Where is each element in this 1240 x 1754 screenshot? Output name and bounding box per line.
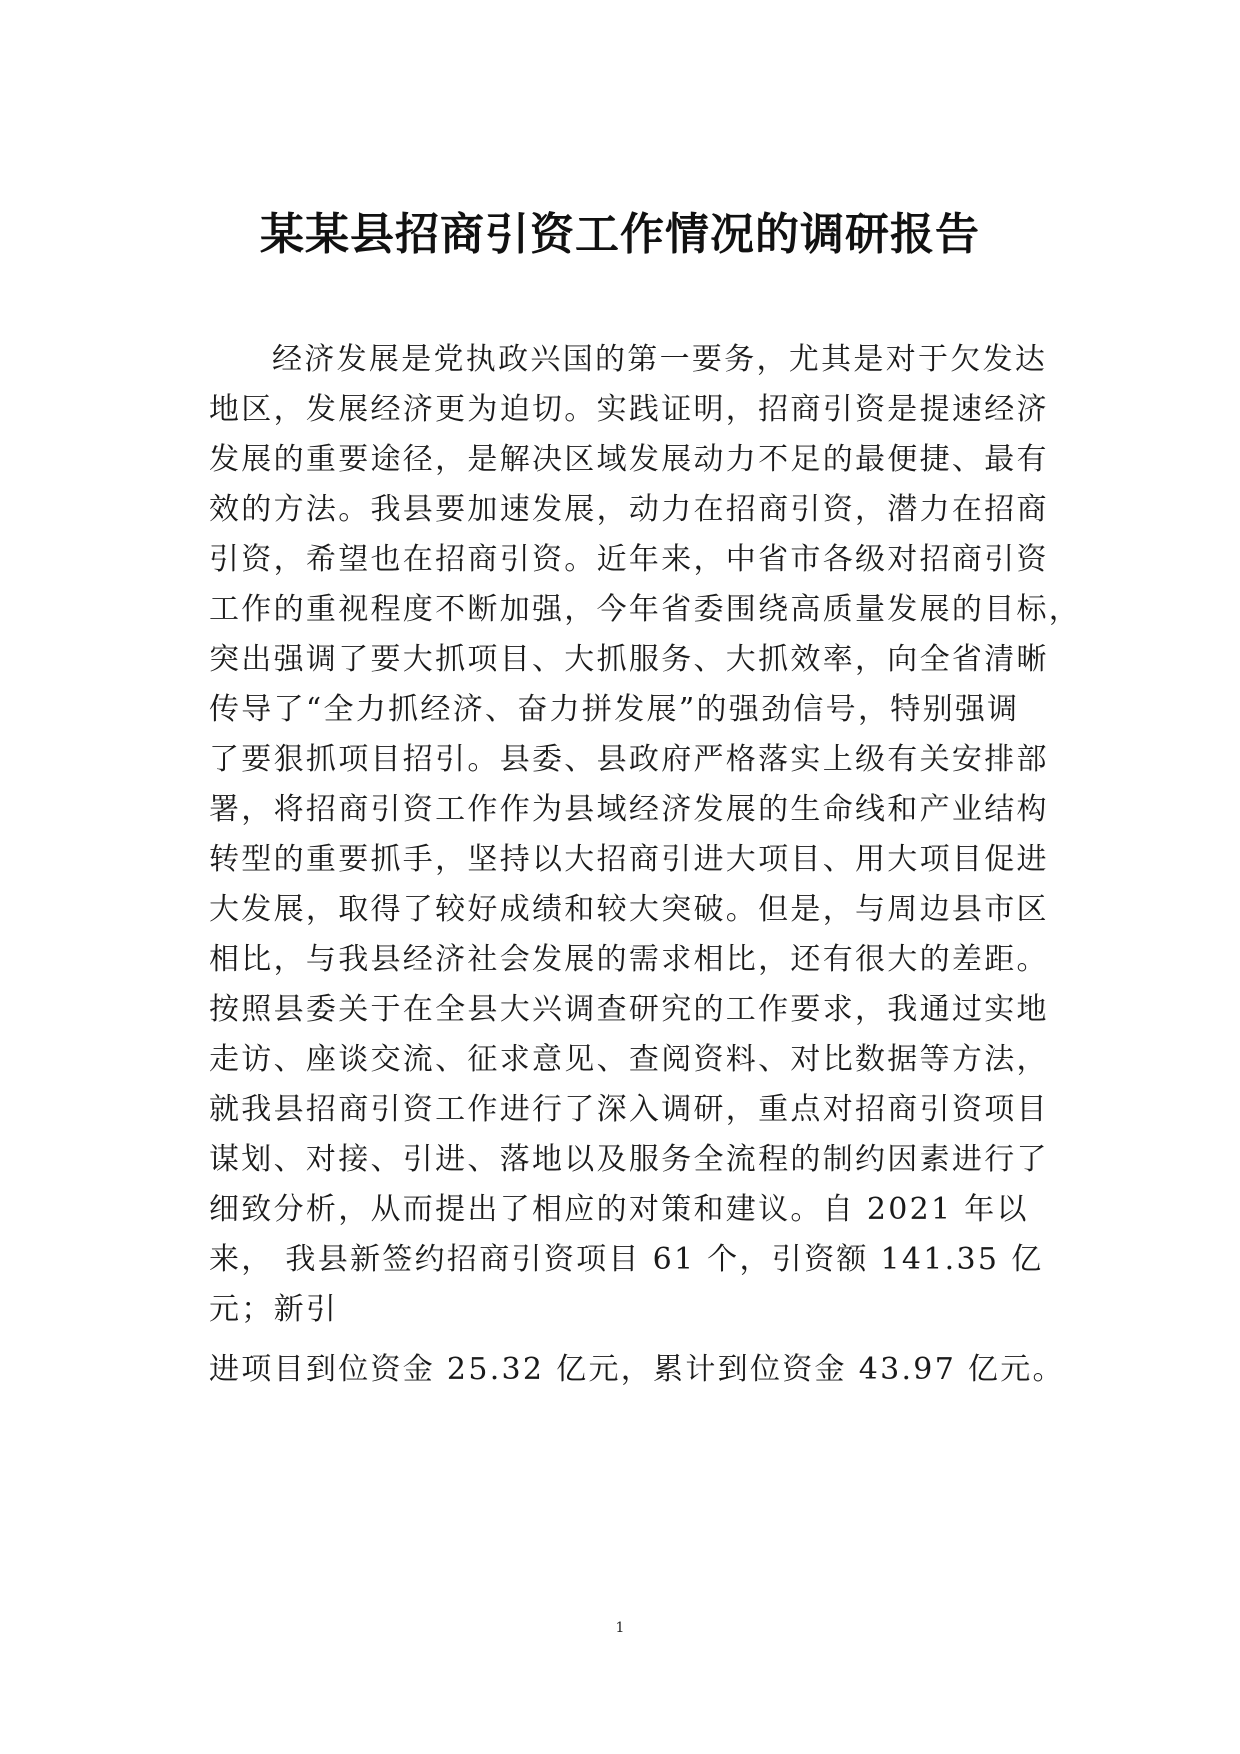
body-line: 走访、座谈交流、征求意见、查阅资料、对比数据等方法， [209, 1042, 1049, 1077]
body-line: 引资，希望也在招商引资。近年来，中省市各级对招商引资 [209, 542, 1049, 577]
body-line: 谋划、对接、引进、落地以及服务全流程的制约因素进行了 [209, 1142, 1049, 1177]
body-line: 来， 我县新签约招商引资项目 61 个，引资额 141.35 亿 [209, 1242, 1044, 1277]
body-line: 效的方法。我县要加速发展，动力在招商引资，潜力在招商 [209, 492, 1049, 527]
body-line: 元；新引 [209, 1292, 339, 1327]
body-line: 按照县委关于在全县大兴调查研究的工作要求，我通过实地 [209, 992, 1049, 1027]
body-line: 发展的重要途径，是解决区域发展动力不足的最便捷、最有 [209, 442, 1049, 477]
body-line: 地区，发展经济更为迫切。实践证明，招商引资是提速经济 [209, 392, 1049, 427]
body-line: 传导了“全力抓经济、奋力拼发展”的强劲信号，特别强调 [209, 692, 1020, 727]
body-line: 进项目到位资金 25.32 亿元，累计到位资金 43.97 亿元。 [209, 1352, 1065, 1387]
body-line: 大发展，取得了较好成绩和较大突破。但是，与周边县市区 [209, 892, 1049, 927]
body-line: 细致分析，从而提出了相应的对策和建议。自 2021 年以 [209, 1192, 1029, 1227]
body-line: 经济发展是党执政兴国的第一要务，尤其是对于欠发达 [272, 342, 1048, 377]
body-line: 了要狠抓项目招引。县委、县政府严格落实上级有关安排部 [209, 742, 1049, 777]
body-line: 工作的重视程度不断加强，今年省委围绕高质量发展的目标， [209, 592, 1082, 627]
body-line: 署，将招商引资工作作为县域经济发展的生命线和产业结构 [209, 792, 1049, 827]
document-title: 某某县招商引资工作情况的调研报告 [260, 209, 980, 260]
page-number: 1 [615, 1620, 625, 1636]
body-line: 转型的重要抓手，坚持以大招商引进大项目、用大项目促进 [209, 842, 1049, 877]
body-line: 相比，与我县经济社会发展的需求相比，还有很大的差距。 [209, 942, 1049, 977]
body-line: 就我县招商引资工作进行了深入调研，重点对招商引资项目 [209, 1092, 1049, 1127]
body-line: 突出强调了要大抓项目、大抓服务、大抓效率，向全省清晰 [209, 642, 1049, 677]
